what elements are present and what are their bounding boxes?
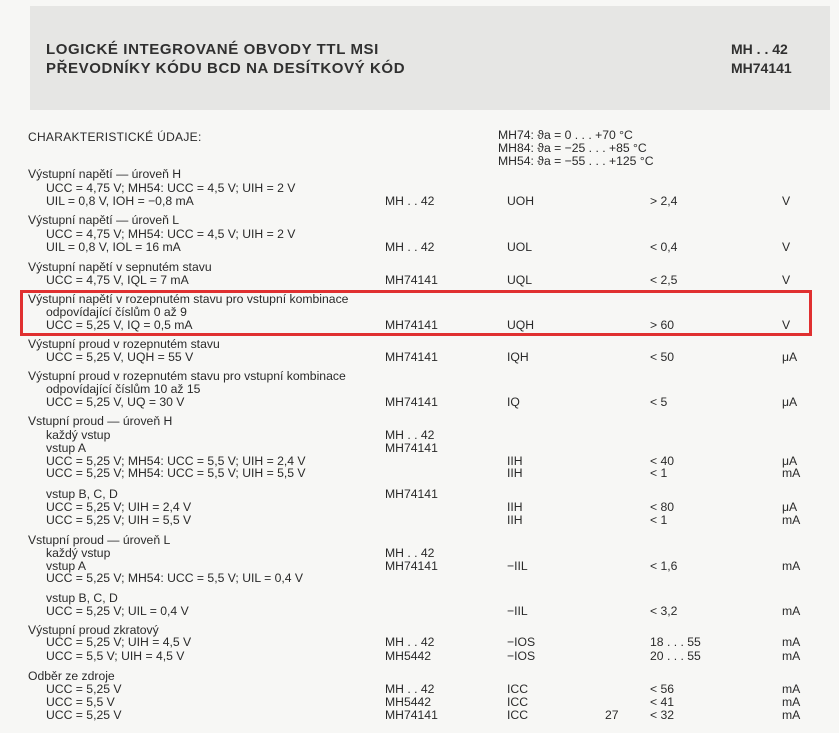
row-value: < 40 bbox=[650, 454, 675, 468]
row-type: MH74141 bbox=[385, 559, 438, 573]
row-description: Výstupní napětí v sepnutém stavu bbox=[28, 260, 212, 274]
row-type: MH74141 bbox=[385, 318, 438, 332]
row-description: UCC = 5,25 V bbox=[46, 682, 122, 696]
row-value: < 32 bbox=[650, 708, 675, 722]
temp-range-mh54: MH54: ϑa = −55 . . . +125 °C bbox=[498, 154, 654, 168]
row-description: UCC = 5,25 V, UQ = 30 V bbox=[46, 395, 185, 409]
row-unit: mA bbox=[782, 708, 801, 722]
row-description: vstup B, C, D bbox=[46, 487, 118, 501]
header-code-line2: MH74141 bbox=[731, 60, 792, 76]
row-value: < 0,4 bbox=[650, 240, 678, 254]
row-description: vstup A bbox=[46, 559, 86, 573]
header-title-line1: LOGICKÉ INTEGROVANÉ OBVODY TTL MSI bbox=[46, 41, 379, 58]
row-description: UCC = 5,25 V; UIL = 0,4 V bbox=[46, 604, 189, 618]
row-type: MH74141 bbox=[385, 273, 438, 287]
row-description: UCC = 5,25 V; MH54: UCC = 5,5 V; UIH = 2,4 V bbox=[46, 454, 306, 468]
row-symbol: −IOS bbox=[507, 635, 536, 649]
row-description: UCC = 5,25 V; UIH = 4,5 V bbox=[46, 635, 192, 649]
row-type: MH74141 bbox=[385, 395, 438, 409]
row-description: Vstupní proud — úroveň L bbox=[28, 533, 171, 547]
row-symbol: UOL bbox=[507, 240, 533, 254]
row-description: Výstupní proud zkratový bbox=[28, 623, 159, 637]
page-number: 27 bbox=[605, 708, 619, 722]
row-unit: μA bbox=[782, 395, 798, 409]
row-symbol: IIH bbox=[507, 513, 523, 527]
row-description: UCC = 5,5 V; UIH = 4,5 V bbox=[46, 649, 185, 663]
row-type: MH . . 42 bbox=[385, 546, 435, 560]
row-unit: mA bbox=[782, 682, 801, 696]
row-symbol: IIH bbox=[507, 500, 523, 514]
row-value: 20 . . . 55 bbox=[650, 649, 701, 663]
header-code-line1: MH . . 42 bbox=[731, 41, 788, 57]
row-symbol: −IIL bbox=[507, 604, 528, 618]
row-description: UIL = 0,8 V, IOH = −0,8 mA bbox=[46, 194, 194, 208]
row-unit: V bbox=[782, 240, 791, 254]
row-description: Výstupní proud v rozepnutém stavu pro vstupní kombinace bbox=[28, 369, 346, 383]
row-symbol: IQ bbox=[507, 395, 520, 409]
row-symbol: IQH bbox=[507, 350, 529, 364]
row-description: Odběr ze zdroje bbox=[28, 669, 115, 683]
row-value: < 2,5 bbox=[650, 273, 678, 287]
row-description: UCC = 4,75 V; MH54: UCC = 4,5 V; UIH = 2 V bbox=[46, 181, 296, 195]
row-description: UCC = 4,75 V; MH54: UCC = 4,5 V; UIH = 2 V bbox=[46, 227, 296, 241]
row-type: MH5442 bbox=[385, 649, 432, 663]
row-value: 18 . . . 55 bbox=[650, 635, 701, 649]
row-value: > 60 bbox=[650, 318, 675, 332]
row-symbol: UOH bbox=[507, 194, 535, 208]
row-description: UIL = 0,8 V, IOL = 16 mA bbox=[46, 240, 181, 254]
row-description: odpovídající číslům 0 až 9 bbox=[46, 305, 187, 319]
row-description: UCC = 5,5 V bbox=[46, 695, 115, 709]
row-unit: mA bbox=[782, 604, 801, 618]
row-unit: mA bbox=[782, 635, 801, 649]
row-description: UCC = 4,75 V, IQL = 7 mA bbox=[46, 273, 189, 287]
row-value: < 5 bbox=[650, 395, 668, 409]
row-unit: mA bbox=[782, 695, 801, 709]
row-description: UCC = 5,25 V bbox=[46, 708, 122, 722]
temp-range-mh84: MH84: ϑa = −25 . . . +85 °C bbox=[498, 141, 647, 155]
temp-range-mh74: MH74: ϑa = 0 . . . +70 °C bbox=[498, 128, 633, 142]
row-description: odpovídající číslům 10 až 15 bbox=[46, 382, 201, 396]
row-symbol: UQH bbox=[507, 318, 535, 332]
row-type: MH5442 bbox=[385, 695, 432, 709]
row-value: < 3,2 bbox=[650, 604, 678, 618]
row-value: < 80 bbox=[650, 500, 675, 514]
row-type: MH . . 42 bbox=[385, 635, 435, 649]
row-description: vstup B, C, D bbox=[46, 591, 118, 605]
row-value: < 41 bbox=[650, 695, 675, 709]
row-unit: V bbox=[782, 273, 791, 287]
row-symbol: IIH bbox=[507, 466, 523, 480]
row-description: Výstupní proud v rozepnutém stavu bbox=[28, 337, 220, 351]
row-symbol: −IOS bbox=[507, 649, 536, 663]
row-type: MH74141 bbox=[385, 350, 438, 364]
row-type: MH74141 bbox=[385, 441, 438, 455]
row-symbol: UQL bbox=[507, 273, 533, 287]
row-description: UCC = 5,25 V; MH54: UCC = 5,5 V; UIH = 5,5 V bbox=[46, 466, 306, 480]
row-description: Vstupní proud — úroveň H bbox=[28, 414, 173, 428]
row-type: MH74141 bbox=[385, 708, 438, 722]
row-symbol: ICC bbox=[507, 682, 528, 696]
row-value: < 1,6 bbox=[650, 559, 678, 573]
row-description: každý vstup bbox=[46, 546, 111, 560]
row-unit: mA bbox=[782, 513, 801, 527]
row-symbol: ICC bbox=[507, 695, 528, 709]
row-unit: mA bbox=[782, 466, 801, 480]
row-value: < 1 bbox=[650, 466, 668, 480]
row-unit: mA bbox=[782, 649, 801, 663]
row-value: < 1 bbox=[650, 513, 668, 527]
header-band bbox=[30, 6, 830, 110]
row-unit: mA bbox=[782, 559, 801, 573]
row-symbol: IIH bbox=[507, 454, 523, 468]
row-description: UCC = 5,25 V; MH54: UCC = 5,5 V; UIL = 0,4 V bbox=[46, 571, 304, 585]
row-value: < 50 bbox=[650, 350, 675, 364]
section-title: CHARAKTERISTICKÉ ÚDAJE: bbox=[28, 130, 202, 144]
row-type: MH74141 bbox=[385, 487, 438, 501]
header-title-line2: PŘEVODNÍKY KÓDU BCD NA DESÍTKOVÝ KÓD bbox=[46, 60, 406, 77]
row-unit: μA bbox=[782, 454, 798, 468]
row-description: Výstupní napětí — úroveň H bbox=[28, 167, 182, 181]
row-value: > 2,4 bbox=[650, 194, 678, 208]
row-unit: μA bbox=[782, 350, 798, 364]
row-description: Výstupní napětí v rozepnutém stavu pro vstupní kombinace bbox=[28, 292, 349, 306]
row-unit: V bbox=[782, 318, 791, 332]
row-symbol: −IIL bbox=[507, 559, 528, 573]
row-description: každý vstup bbox=[46, 428, 111, 442]
row-value: < 56 bbox=[650, 682, 675, 696]
row-type: MH . . 42 bbox=[385, 240, 435, 254]
row-description: vstup A bbox=[46, 441, 86, 455]
row-description: UCC = 5,25 V, UQH = 55 V bbox=[46, 350, 194, 364]
row-symbol: ICC bbox=[507, 708, 528, 722]
row-description: UCC = 5,25 V; UIH = 2,4 V bbox=[46, 500, 192, 514]
row-description: Výstupní napětí — úroveň L bbox=[28, 213, 180, 227]
row-type: MH . . 42 bbox=[385, 194, 435, 208]
row-unit: V bbox=[782, 194, 791, 208]
row-type: MH . . 42 bbox=[385, 428, 435, 442]
row-unit: μA bbox=[782, 500, 798, 514]
row-type: MH . . 42 bbox=[385, 682, 435, 696]
row-description: UCC = 5,25 V, IQ = 0,5 mA bbox=[46, 318, 193, 332]
row-description: UCC = 5,25 V; UIH = 5,5 V bbox=[46, 513, 192, 527]
